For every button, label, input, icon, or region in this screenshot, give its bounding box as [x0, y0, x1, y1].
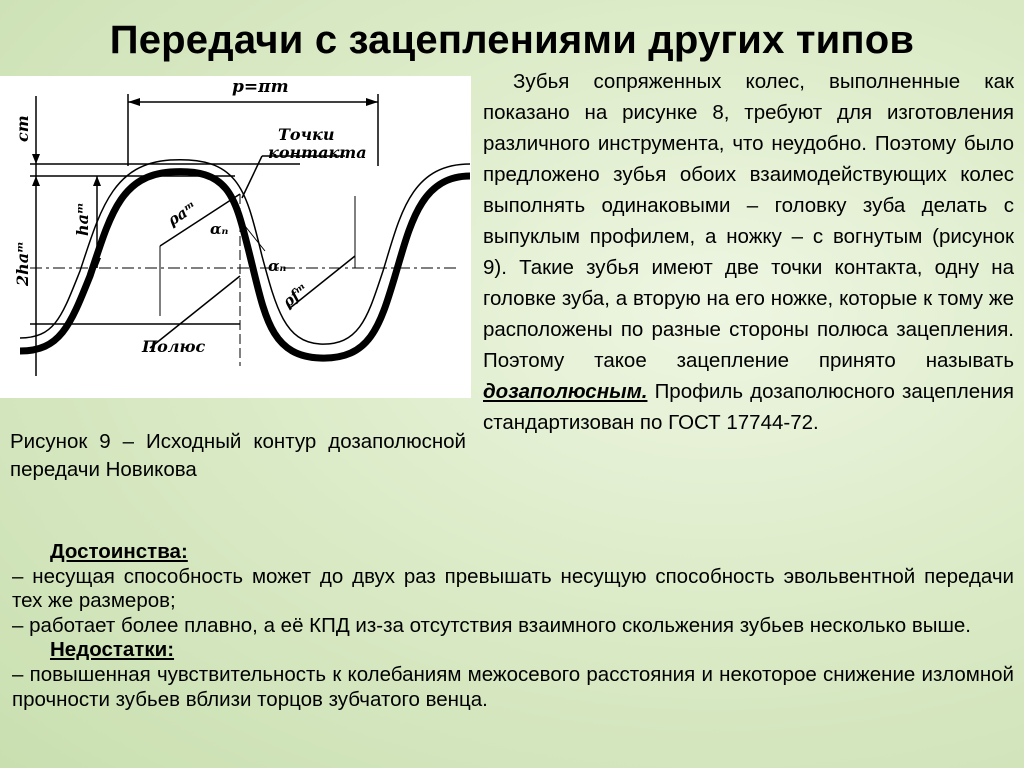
figure-caption: Рисунок 9 – Исходный контур дозаполюсной передачи Новикова	[10, 430, 466, 481]
pros-cons-section	[12, 540, 1014, 712]
paragraph-text: Зубья сопряженных колес, выполненные как показано на рисунке 8, требуют для изготовления различного инструмента, что неудобно. Поэтому было предложено зубья обоих взаимодействующих колес выполнять одинаковыми – головку зуба делать с выпуклым профилем, а ножку – с вогнутым (рисунок 9). Такие зубья имеют две точки контакта, одну на головке зуба, а вторую на его ножке, которые к тому же расположены по разные стороны полюса зацепления. Поэтому такое зацепление принято называть	[483, 70, 1014, 372]
contact-points-label-2: контакта	[268, 143, 367, 162]
figure-novikov-profile	[0, 76, 471, 398]
alpha-label-2: αₙ	[268, 257, 287, 275]
rho-f-label: ρfᵐ	[279, 279, 312, 312]
advantages-heading: Достоинства:	[50, 540, 188, 563]
pole-label: Полюс	[142, 337, 206, 356]
contact-points-label-1: Точки	[278, 125, 335, 144]
tooth-profile	[20, 172, 470, 358]
disadvantages-heading: Недостатки:	[50, 638, 175, 662]
body-paragraph	[483, 66, 1014, 438]
disadvantage-item: – повышенная чувствительность к колебаниям межосевого расстояния и некоторое снижение изломной прочности зубьев вблизи торцов зубчатого венца.	[12, 662, 1014, 711]
paragraph-text-end: Профиль дозаполюсного зацепления стандартизован по ГОСТ 17744-72.	[483, 380, 1014, 434]
cm-label: cm	[13, 115, 32, 142]
ham-label: haᵐ	[73, 202, 92, 236]
profile-diagram	[0, 76, 471, 398]
pitch-label: p=πm	[232, 77, 289, 97]
rho-a-label: ρaᵐ	[164, 197, 200, 230]
alpha-label-1: αₙ	[210, 220, 229, 238]
advantage-item: – несущая способность может до двух раз превышать несущую способность эвольвентной передачи тех же размеров;	[12, 564, 1014, 613]
page-title: Передачи с зацеплениями других типов	[109, 18, 915, 62]
two-ham-label: 2haᵐ	[13, 241, 32, 286]
advantage-item: – работает более плавно, а её КПД из-за отсутствия взаимного скольжения зубьев несколько выше.	[12, 613, 972, 637]
emphasis-term: дозаполюсным.	[483, 380, 648, 403]
